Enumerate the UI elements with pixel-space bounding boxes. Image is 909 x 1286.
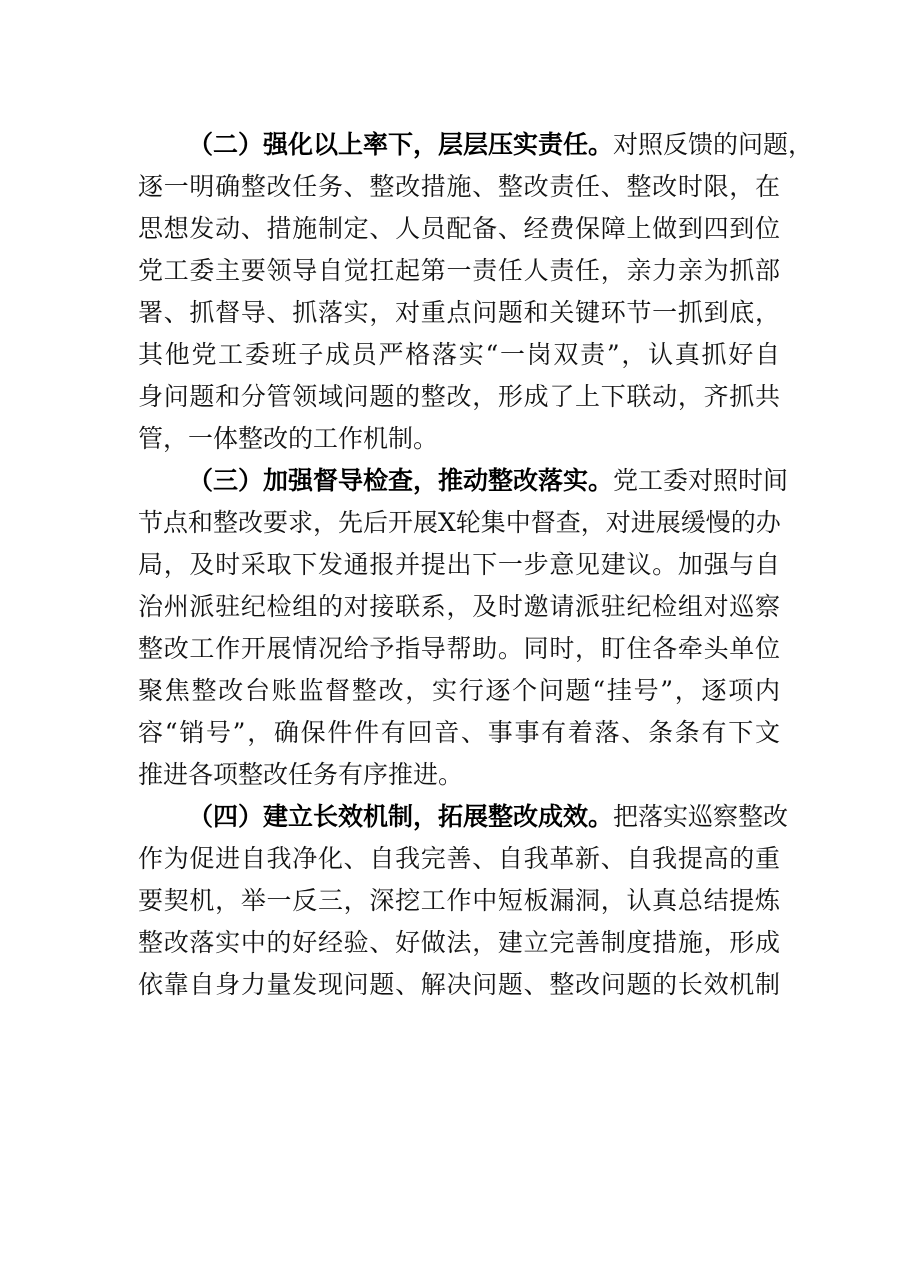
paragraph-line: 治州派驻纪检组的对接联系，及时邀请派驻纪检组对巡察 bbox=[138, 592, 780, 621]
paragraph-line: 聚焦整改台账监督整改，实行逐个问题“挂号”，逐项内 bbox=[138, 676, 780, 705]
paragraph-4 bbox=[138, 796, 789, 1006]
paragraph-line: 其他党工委班子成员严格落实“一岗双责”，认真抓好自 bbox=[138, 340, 780, 369]
paragraph-line: 推进各项整改任务有序推进。 bbox=[138, 760, 464, 789]
paragraph-line: 身问题和分管领域问题的整改，形成了上下联动，齐抓共 bbox=[138, 382, 780, 411]
paragraph-line: 整改工作开展情况给予指导帮助。同时，盯住各牵头单位 bbox=[138, 634, 780, 663]
paragraph-line: 管，一体整改的工作机制。 bbox=[138, 424, 439, 453]
paragraph-line: 署、抓督导、抓落实，对重点问题和关键环节一抓到底， bbox=[138, 298, 780, 327]
paragraph-line: 作为促进自我净化、自我完善、自我革新、自我提高的重 bbox=[138, 844, 780, 873]
paragraph-2 bbox=[138, 124, 814, 460]
paragraph-line: 容“销号”，确保件件有回音、事事有着落、条条有下文 bbox=[138, 718, 780, 747]
paragraph-line: 整改落实中的好经验、好做法，建立完善制度措施，形成 bbox=[138, 928, 780, 957]
paragraph-heading: （三）加强督导检查，推动整改落实。 bbox=[188, 466, 614, 495]
paragraph-heading: （四）建立长效机制，拓展整改成效。 bbox=[188, 802, 614, 831]
paragraph-text: 对照反馈的问题， bbox=[613, 130, 814, 159]
document-body bbox=[138, 124, 814, 1006]
paragraph-text: 把落实巡察整改 bbox=[613, 802, 789, 831]
paragraph-3 bbox=[138, 460, 789, 796]
paragraph-line bbox=[138, 124, 814, 166]
paragraph-line: 党工委主要领导自觉扛起第一责任人责任，亲力亲为抓部 bbox=[138, 256, 780, 285]
paragraph-line: 要契机，举一反三，深挖工作中短板漏洞，认真总结提炼 bbox=[138, 886, 780, 915]
paragraph-line: 局，及时采取下发通报并提出下一步意见建议。加强与自 bbox=[138, 550, 780, 579]
paragraph-line bbox=[138, 460, 789, 502]
paragraph-line: 依靠自身力量发现问题、解决问题、整改问题的长效机制 bbox=[138, 970, 780, 999]
paragraph-line: 思想发动、措施制定、人员配备、经费保障上做到四到位 bbox=[138, 214, 780, 243]
paragraph-line: 逐一明确整改任务、整改措施、整改责任、整改时限，在 bbox=[138, 172, 780, 201]
paragraph-heading: （二）强化以上率下，层层压实责任。 bbox=[188, 130, 614, 159]
paragraph-line: 节点和整改要求，先后开展X轮集中督查，对进展缓慢的办 bbox=[138, 508, 781, 537]
paragraph-line bbox=[138, 796, 789, 838]
paragraph-text: 党工委对照时间 bbox=[613, 466, 789, 495]
